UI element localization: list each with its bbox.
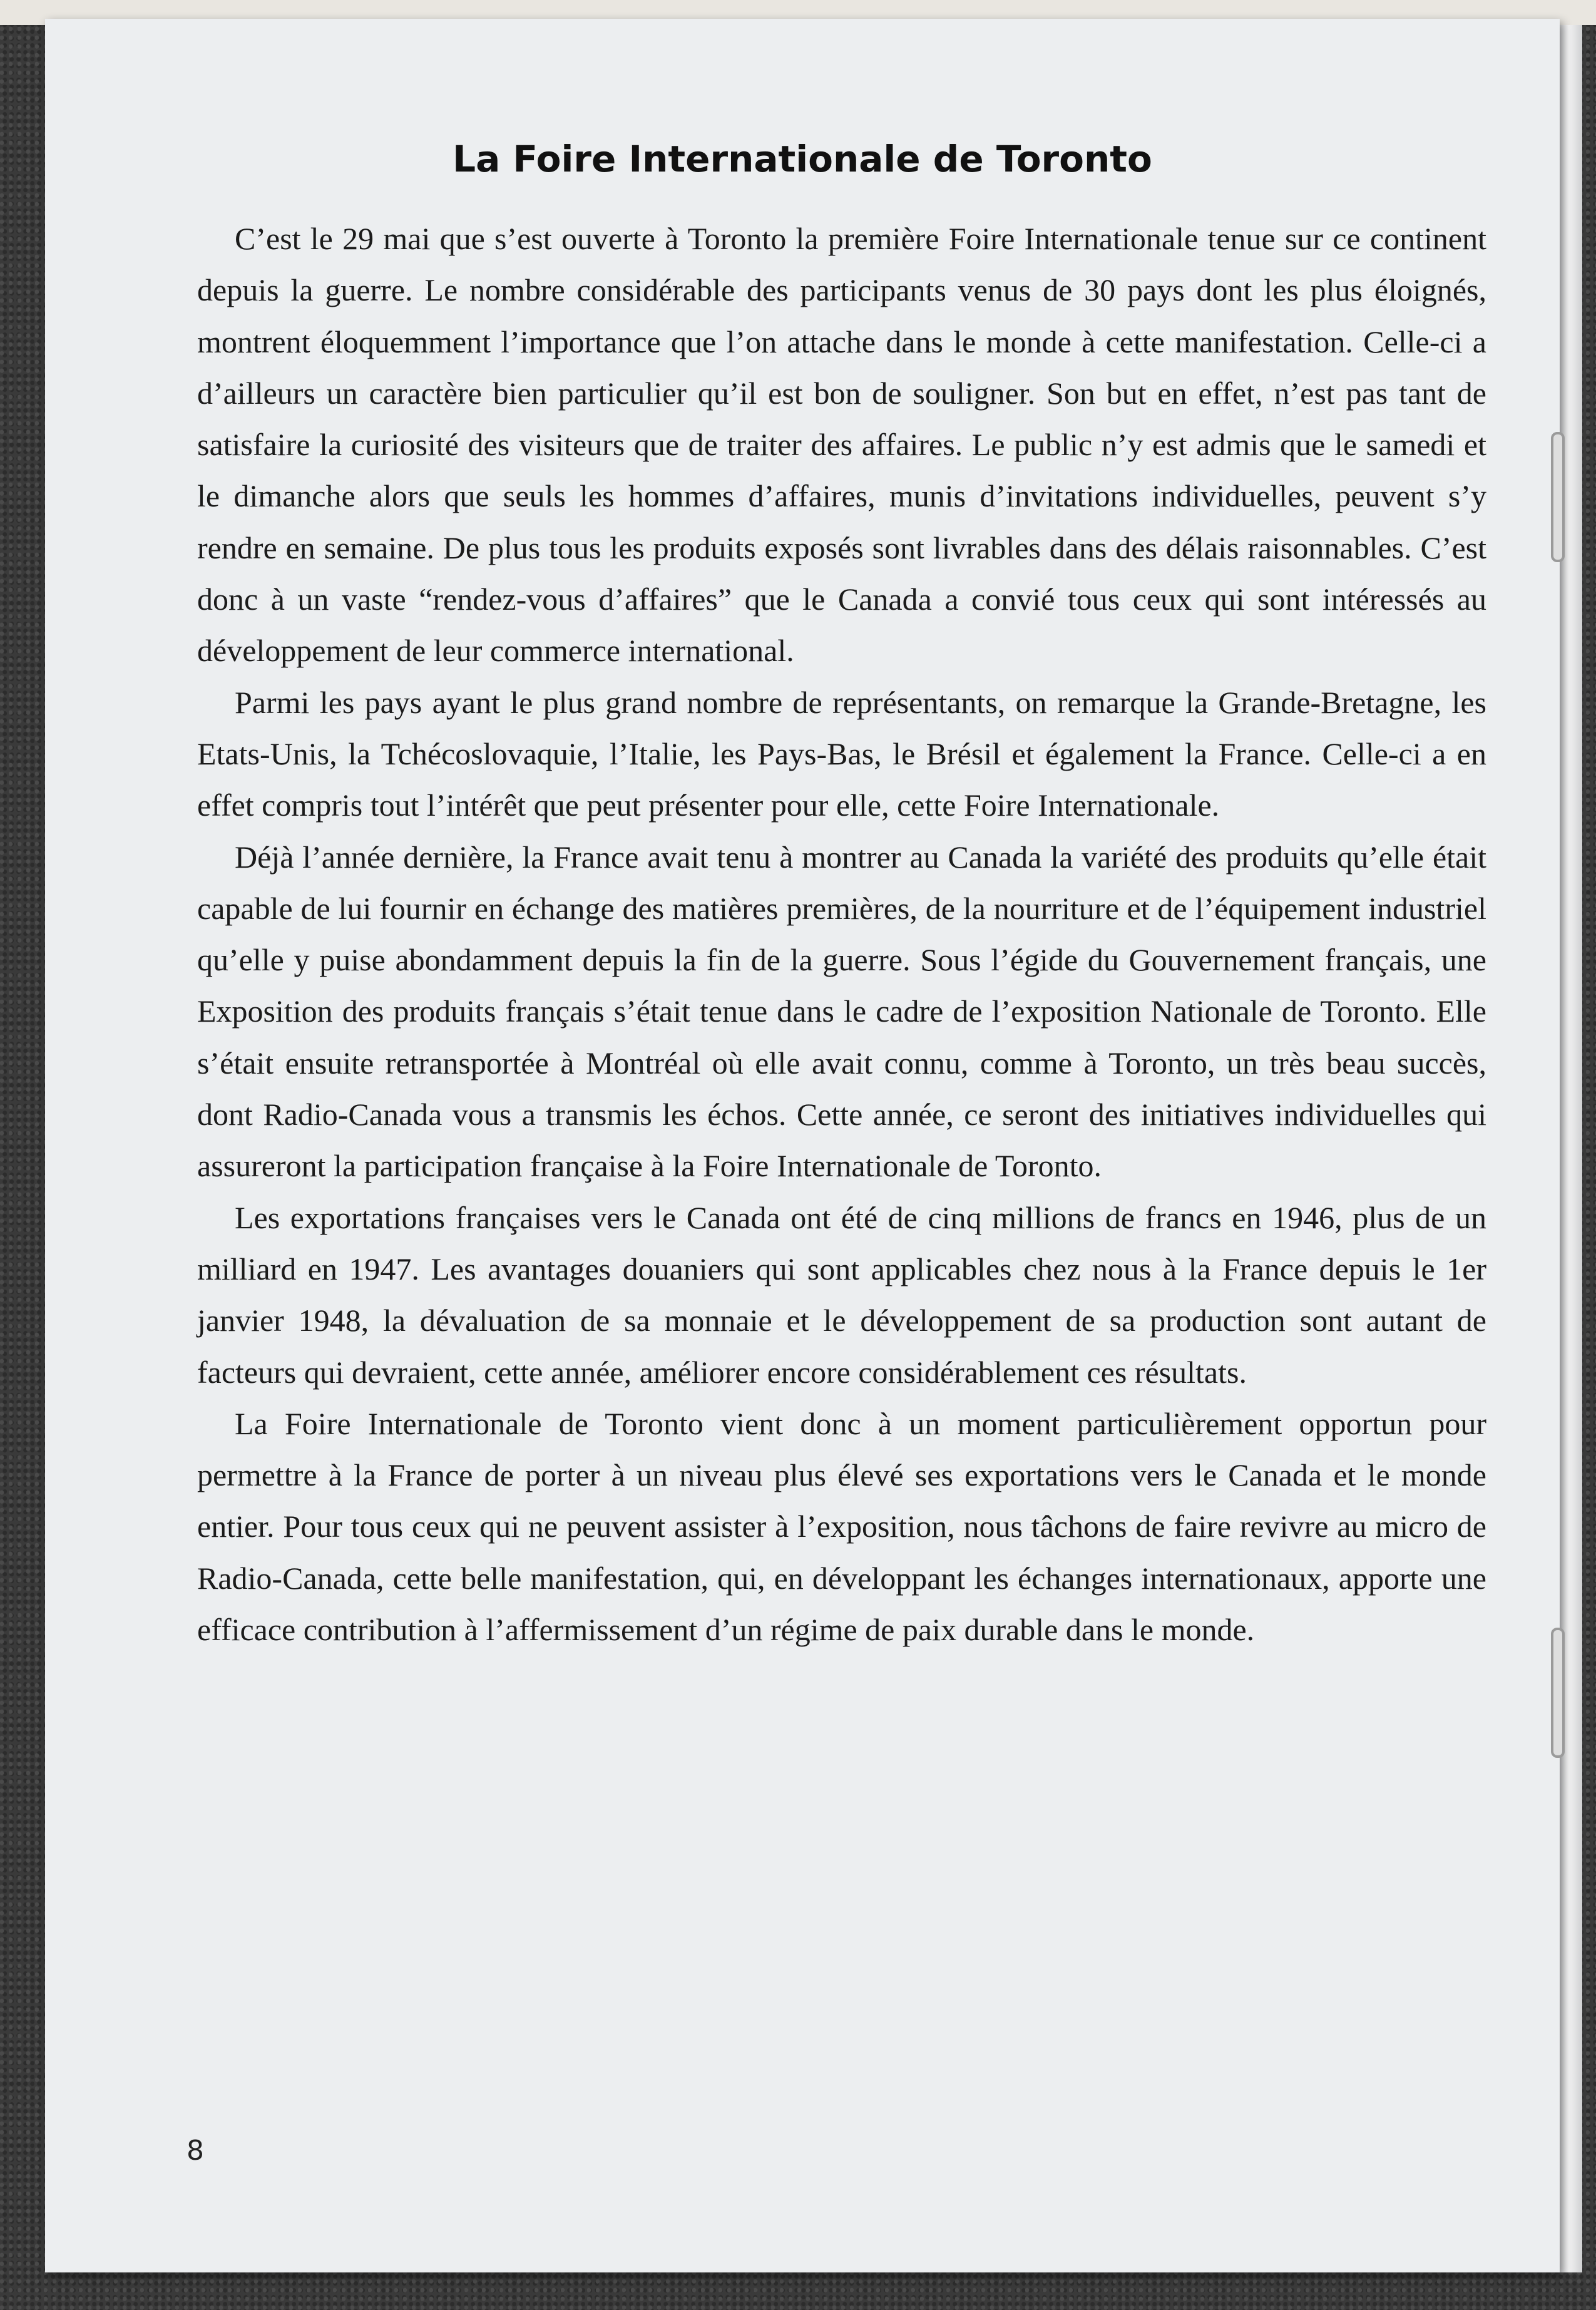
article-body bbox=[197, 213, 1486, 1655]
page-number: 8 bbox=[187, 2135, 204, 2167]
paragraph-4: Les exportations françaises vers le Canada ont été de cinq millions de francs en 1946, plus de un milliard en 1947. Les avantages douaniers qui sont applicables chez nous à la France depuis le 1er janvier 1948, la dévaluation de sa monnaie et le développement de sa production sont autant de facteurs qui devraient, cette année, améliorer encore considérablement ces résultats. bbox=[197, 1199, 1486, 1390]
binding-clip-top bbox=[1551, 432, 1565, 562]
page-edge bbox=[1560, 25, 1582, 2272]
paragraph-5: La Foire Internationale de Toronto vient donc à un moment particulièrement opportun pour permettre à la France de porter à un niveau plus élevé ses exportations vers le Canada et le monde entier. Pour tous ceux qui ne peuvent assister à l’exposition, nous tâchons de faire revivre au micro de Radio-Canada, cette belle manifestation, qui, en développant les échanges internationaux, apporte une efficace contribution à l’affermissement d’un régime de paix durable dans le monde. bbox=[197, 1405, 1486, 1648]
page-title: La Foire Internationale de Toronto bbox=[453, 138, 1152, 180]
binding-clip-bottom bbox=[1551, 1628, 1565, 1758]
paragraph-3: Déjà l’année dernière, la France avait tenu à montrer au Canada la variété des produits qu’elle était capable de lui fournir en échange des matières premières, de la nourriture et de l’équipement industriel qu’elle y puise abondamment depuis la fin de la guerre. Sous l’égide du Gouvernement français, une Exposition des produits français s’était tenue dans le cadre de l’exposition Nationale de Toronto. Elle s’était ensuite retransportée à Montréal où elle avait connu, comme à Toronto, un très beau succès, dont Radio-Canada vous a transmis les échos. Cette année, ce seront des initiatives individuelles qui assureront la participation française à la Foire Internationale de Toronto. bbox=[197, 839, 1486, 1184]
paragraph-2: Parmi les pays ayant le plus grand nombre de représentants, on remarque la Grande-Bretagne, les Etats-Unis, la Tchécoslovaquie, l’Italie, les Pays-Bas, le Brésil et également la France. Celle-ci a en effet compris tout l’intérêt que peut présenter pour elle, cette Foire Internationale. bbox=[197, 684, 1486, 823]
paragraph-1: C’est le 29 mai que s’est ouverte à Toronto la première Foire Internationale tenue sur ce continent depuis la guerre. Le nombre considérable des participants venus de 30 pays dont les plus éloignés, montrent éloquemment l’importance que l’on attache dans le monde à cette manifestation. Celle-ci a d’ailleurs un caractère bien particulier qu’il est bon de souligner. Son but en effet, n’est pas tant de satisfaire la curiosité des visiteurs que de traiter des affaires. Le public n’y est admis que le samedi et le dimanche alors que seuls les hommes d’affaires, munis d’invitations individuelles, peuvent s’y rendre en semaine. De plus tous les produits exposés sont livrables dans des délais raisonnables. C’est donc à un vaste “rendez-vous d’affaires” que le Canada a convié tous ceux qui sont intéressés au développement de leur commerce international. bbox=[197, 221, 1486, 669]
